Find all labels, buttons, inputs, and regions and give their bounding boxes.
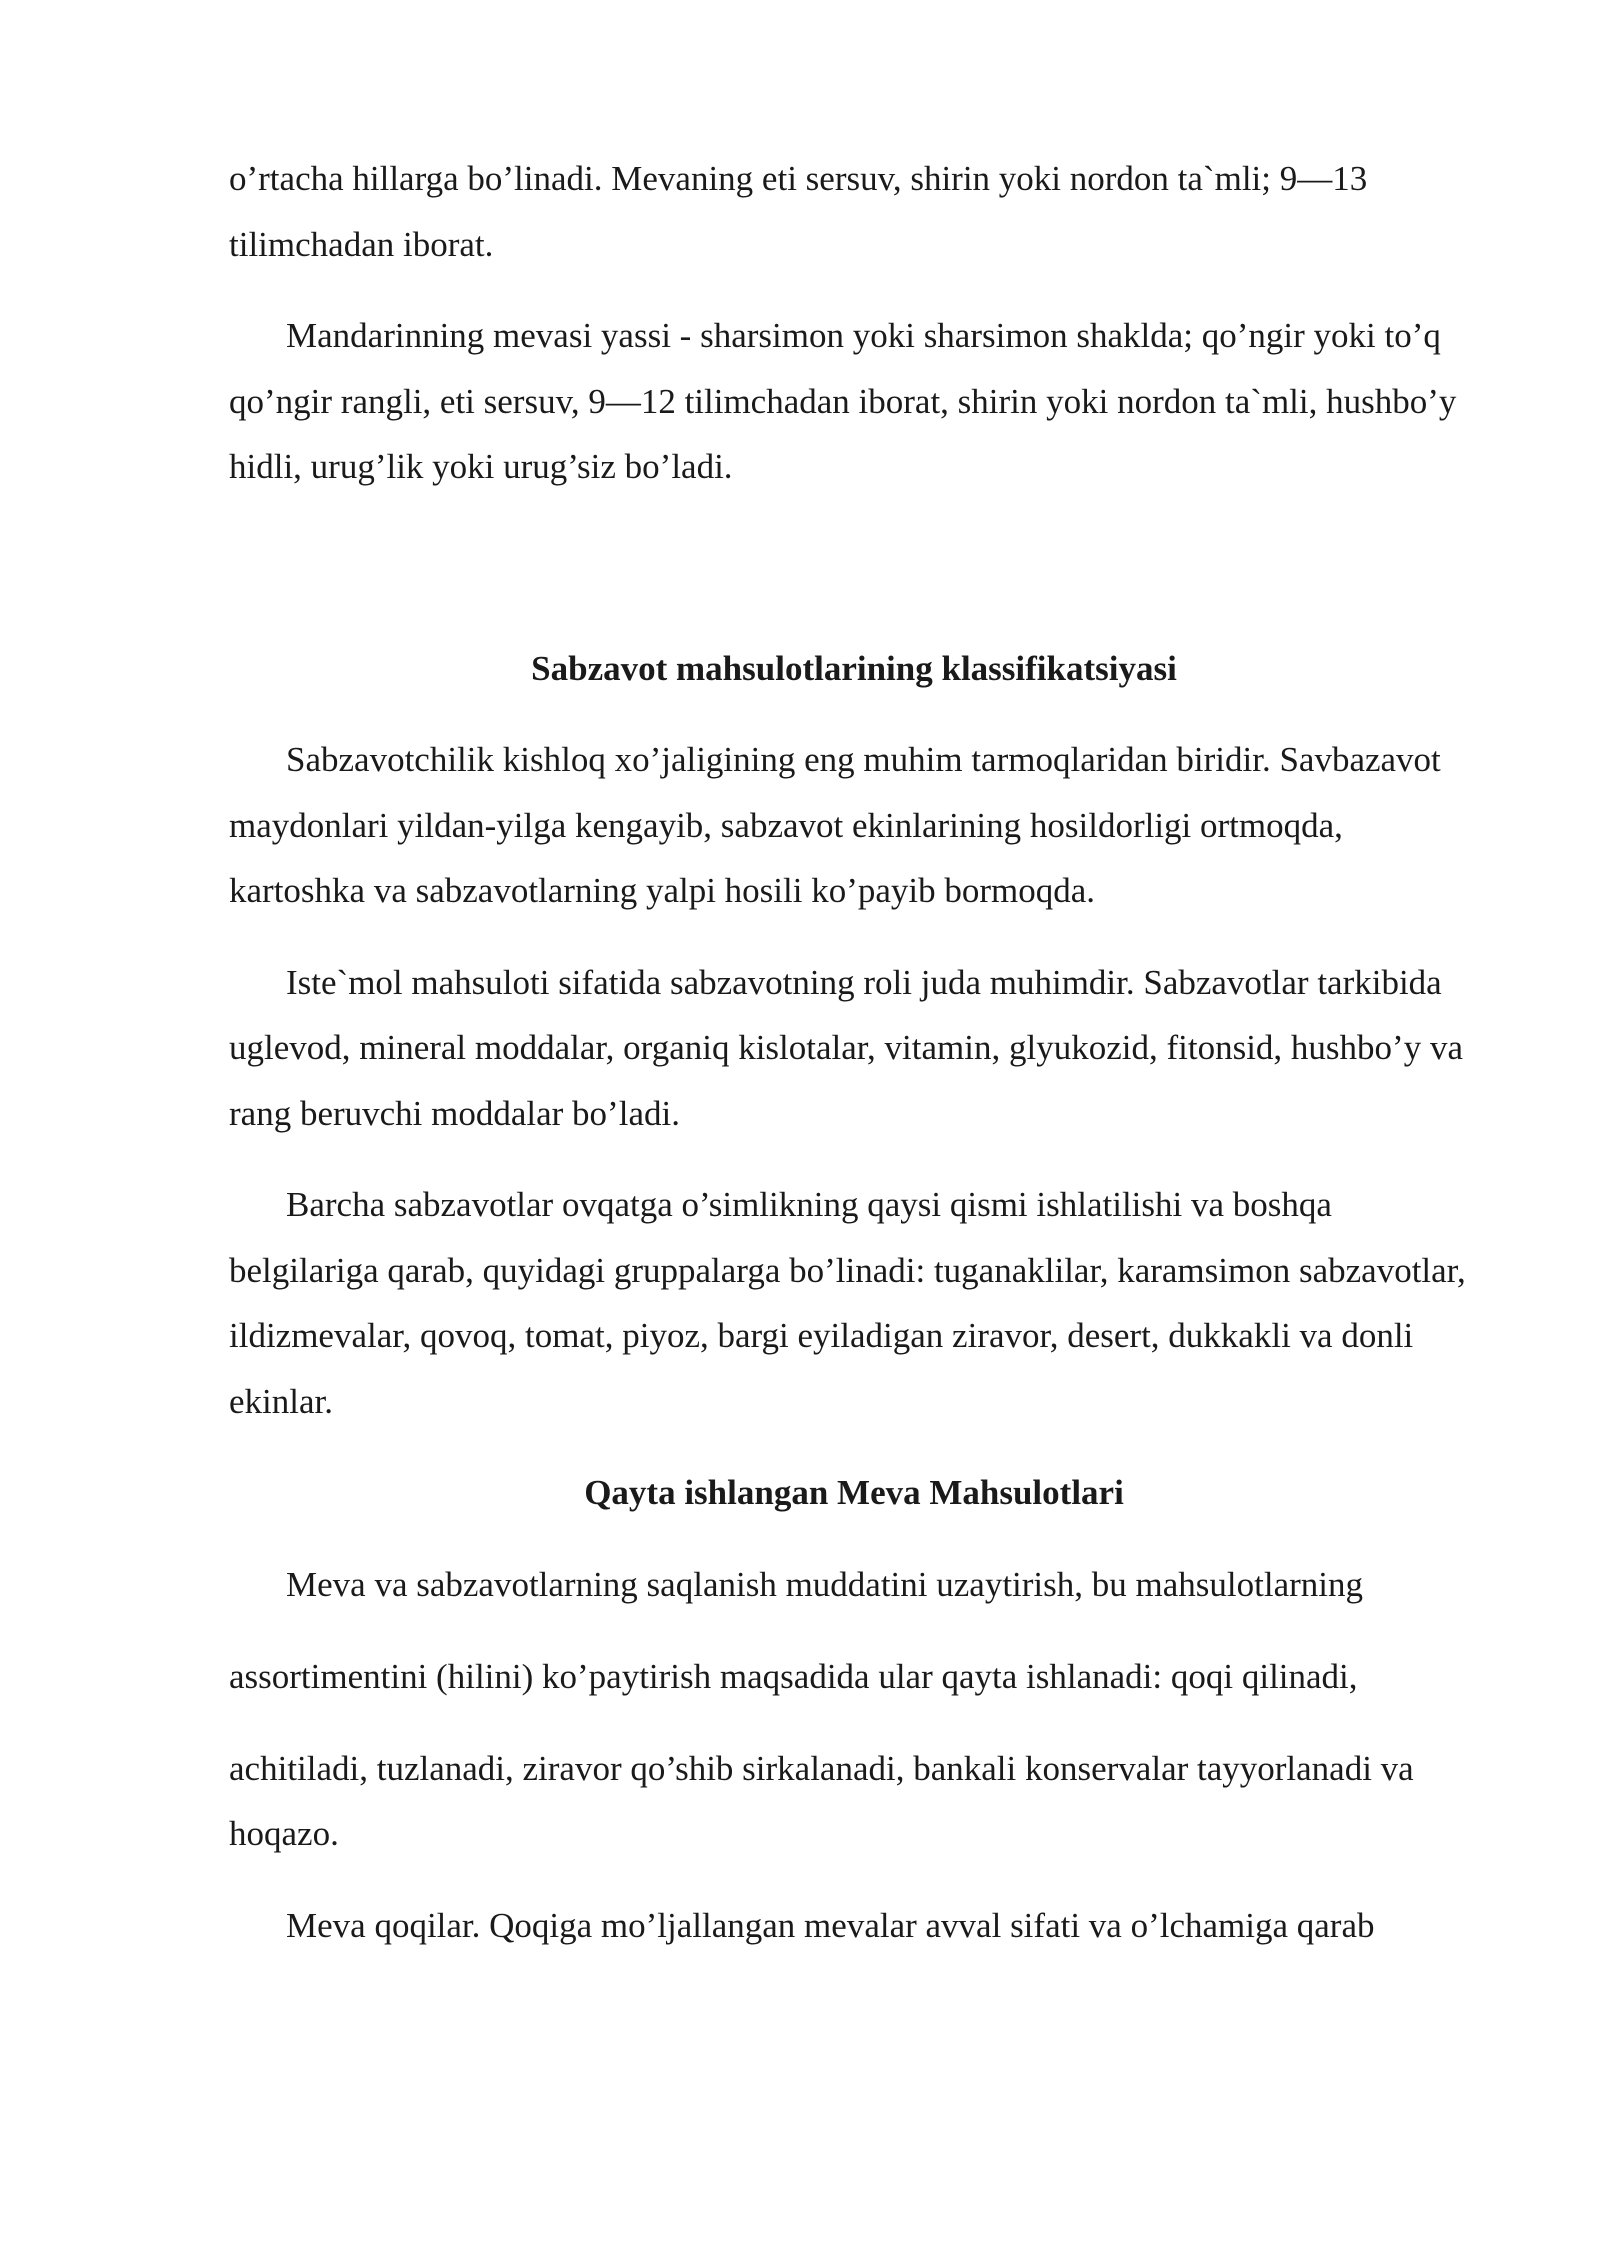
heading-processed-fruit-products: Qayta ishlangan Meva Mahsulotlari <box>584 1473 1124 1512</box>
paragraph-mandarin: Mandarinning mevasi yassi - sharsimon yoki sharsimon shaklda; qo’ngir yoki to’q qo’ngir rangli, eti sersuv, 9—12 tilimchadan iborat, shirin yoki nordon ta`mli, hushbo’y hidli, urug’lik yoki urug’siz bo’ladi. <box>229 316 1457 486</box>
paragraph-processing-line-3: achitiladi, tuzlanadi, ziravor qo’shib sirkalanadi, bankali konservalar tayyorlanadi va hoqazo. <box>229 1748 1414 1853</box>
paragraph-vegetable-groups: Barcha sabzavotlar ovqatga o’simlikning qaysi qismi ishlatilishi va boshqa belgilariga qarab, quyidagi gruppalarga bo’linadi: tuganaklilar, karamsimon sabzavotlar, ildizmevalar, qovoq, tomat, piyoz, bargi eyiladigan ziravor, desert, dukkakli va donli ekinlar. <box>229 1185 1466 1421</box>
document-body <box>229 146 1479 1958</box>
paragraph-continuation: o’rtacha hillarga bo’linadi. Mevaning eti sersuv, shirin yoki nordon ta`mli; 9—13 tilimchadan iborat. <box>229 159 1368 264</box>
heading-vegetable-classification: Sabzavot mahsulotlarining klassifikatsiyasi <box>531 648 1177 688</box>
paragraph-processing-line-1: Meva va sabzavotlarning saqlanish muddatini uzaytirish, bu mahsulotlarning <box>286 1564 1363 1604</box>
paragraph-processing <box>229 1539 1479 1867</box>
paragraph-processing-line-2: assortimentini (hilini) ko’paytirish maqsadida ular qayta ishlanadi: qoqi qilinadi, <box>229 1656 1358 1696</box>
paragraph-consumption-role: Iste`mol mahsuloti sifatida sabzavotning roli juda muhimdir. Sabzavotlar tarkibida uglevod, mineral moddalar, organiq kislotalar, vitamin, glyukozid, fitonsid, hushbo’y va rang beruvchi moddalar bo’ladi. <box>229 962 1463 1133</box>
paragraph-dried-fruits: Meva qoqilar. Qoqiga mo’ljallangan mevalar avval sifati va o’lchamiga qarab <box>286 1905 1375 1945</box>
paragraph-vegetable-growing: Sabzavotchilik kishloq xo’jaligining eng muhim tarmoqlaridan biridir. Savbazavot maydonlari yildan-yilga kengayib, sabzavot ekinlarining hosildorligi ortmoqda, kartoshka va sabzavotlarning yalpi hosili ko’payib bormoqda. <box>229 740 1441 910</box>
